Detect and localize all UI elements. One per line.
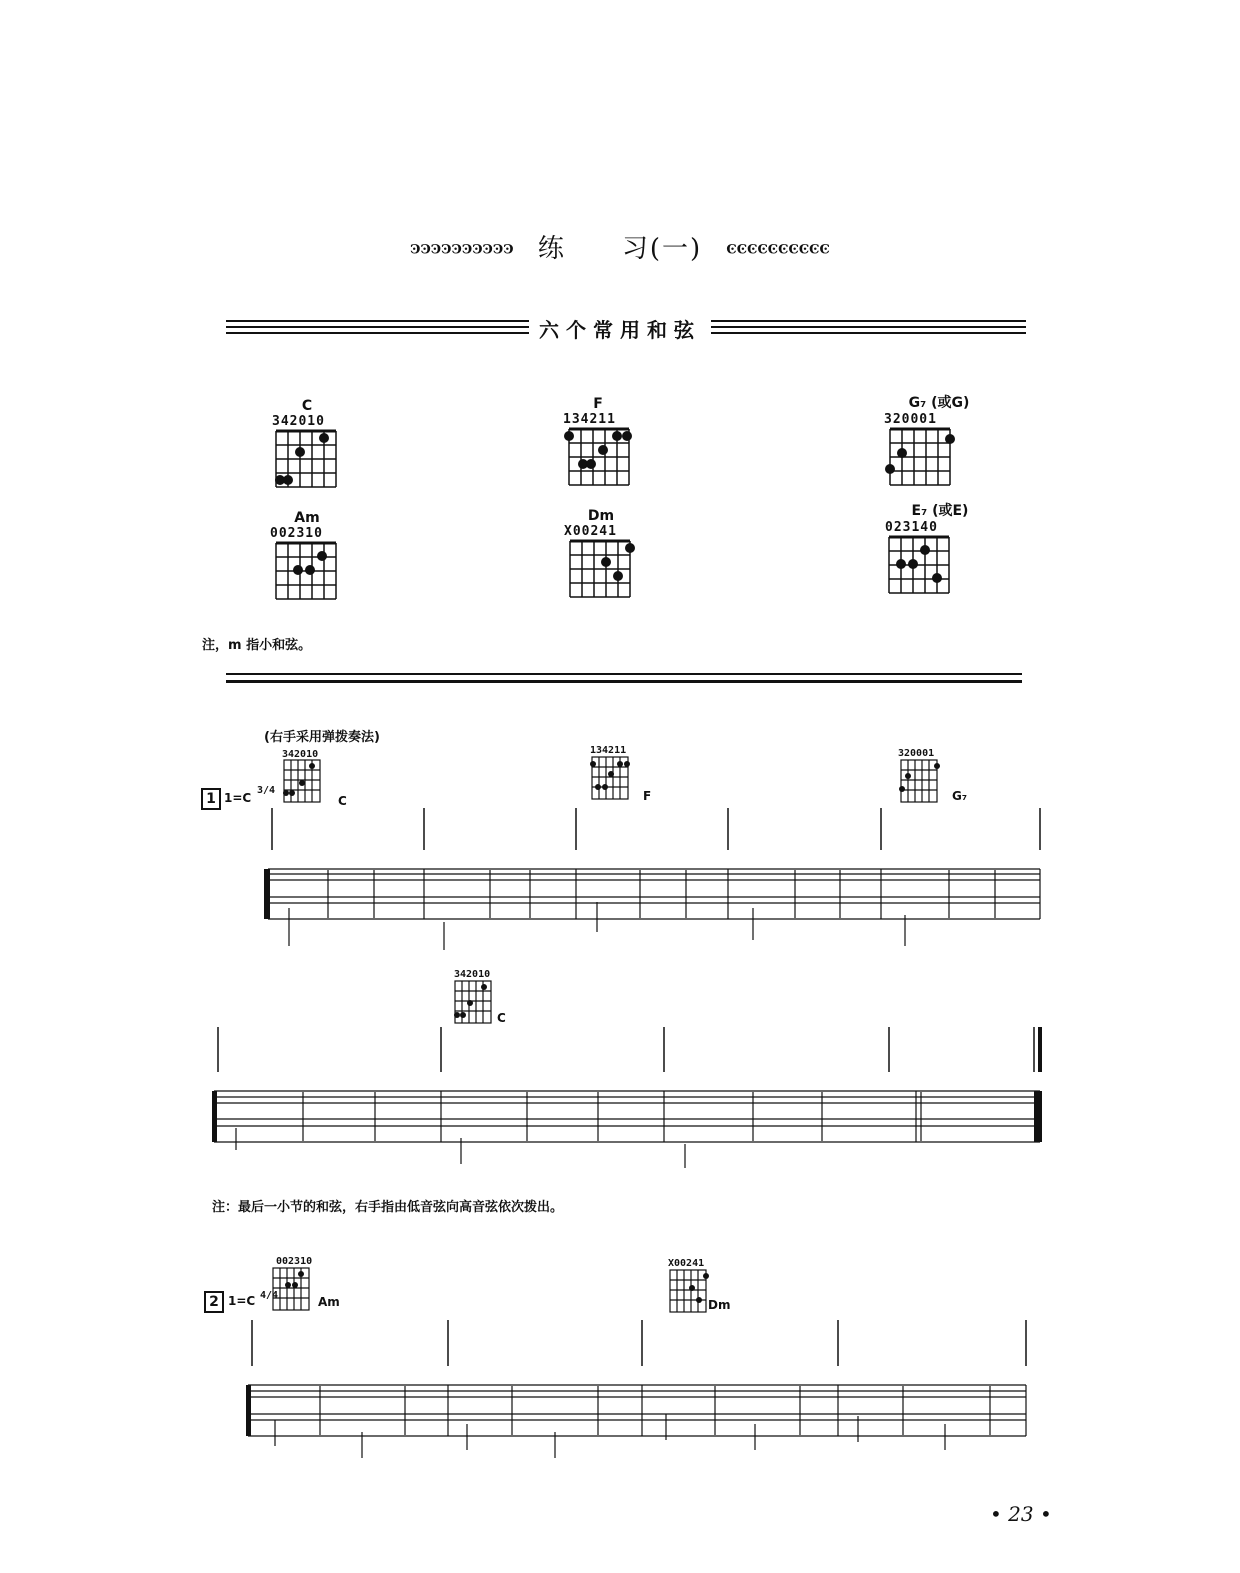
- chord-mark-fingering: 342010: [282, 749, 319, 760]
- chord-fingering: X00241: [564, 524, 617, 539]
- exercise-number: 2: [204, 1291, 224, 1313]
- chord-mark-fingering: X00241: [668, 1258, 705, 1269]
- chord-mark-name: Dm: [708, 1298, 731, 1312]
- chord-name: Dm: [587, 508, 615, 524]
- chord-mark-name: F: [643, 789, 652, 803]
- playing-instruction: (右手采用弹拨奏法): [264, 730, 380, 745]
- chord-mark-fingering: 002310: [276, 1256, 313, 1267]
- chord-fingering: 342010: [272, 414, 325, 429]
- chord-name: C: [301, 398, 313, 414]
- chord-mark-name: C: [497, 1011, 506, 1025]
- page-number: • 23 •: [990, 1502, 1052, 1526]
- chord-mark-fingering: 320001: [898, 748, 935, 759]
- title-right-ornament: ϾϾϾϾϾϾϾϾϾϾ: [726, 242, 830, 258]
- chord-name: E₇ (或E): [911, 503, 969, 519]
- chord-fingering: 002310: [270, 526, 323, 541]
- time-signature: 3/4: [257, 785, 276, 796]
- section-heading: 六个常用和弦: [0, 314, 1240, 343]
- exercise-number: 1: [201, 788, 221, 810]
- chord-name: Am: [294, 510, 320, 526]
- chord-name: G₇ (或G): [908, 395, 970, 411]
- chord-mark-fingering: 342010: [454, 969, 491, 980]
- chord-mark-name: C: [338, 794, 347, 808]
- title-left-ornament: ϿϿϿϿϿϿϿϿϿϿ: [410, 242, 514, 258]
- chord-fingering: 134211: [563, 412, 616, 427]
- note-minor-chord: 注，m 指小和弦。: [202, 638, 312, 653]
- time-signature: 4/4: [260, 1290, 279, 1301]
- chord-name: F: [593, 396, 603, 412]
- title-text: 练 习(一): [537, 234, 703, 264]
- key-signature: 1=C: [228, 1294, 256, 1308]
- chord-fingering: 320001: [884, 412, 937, 427]
- chord-mark-name: G₇: [952, 789, 968, 803]
- chord-mark-name: Am: [318, 1295, 340, 1309]
- chord-fingering: 023140: [885, 520, 938, 535]
- key-signature: 1=C: [224, 791, 252, 805]
- chord-mark-fingering: 134211: [590, 745, 627, 756]
- note-last-bar: 注：最后一小节的和弦，右手指由低音弦向高音弦依次拨出。: [212, 1200, 564, 1215]
